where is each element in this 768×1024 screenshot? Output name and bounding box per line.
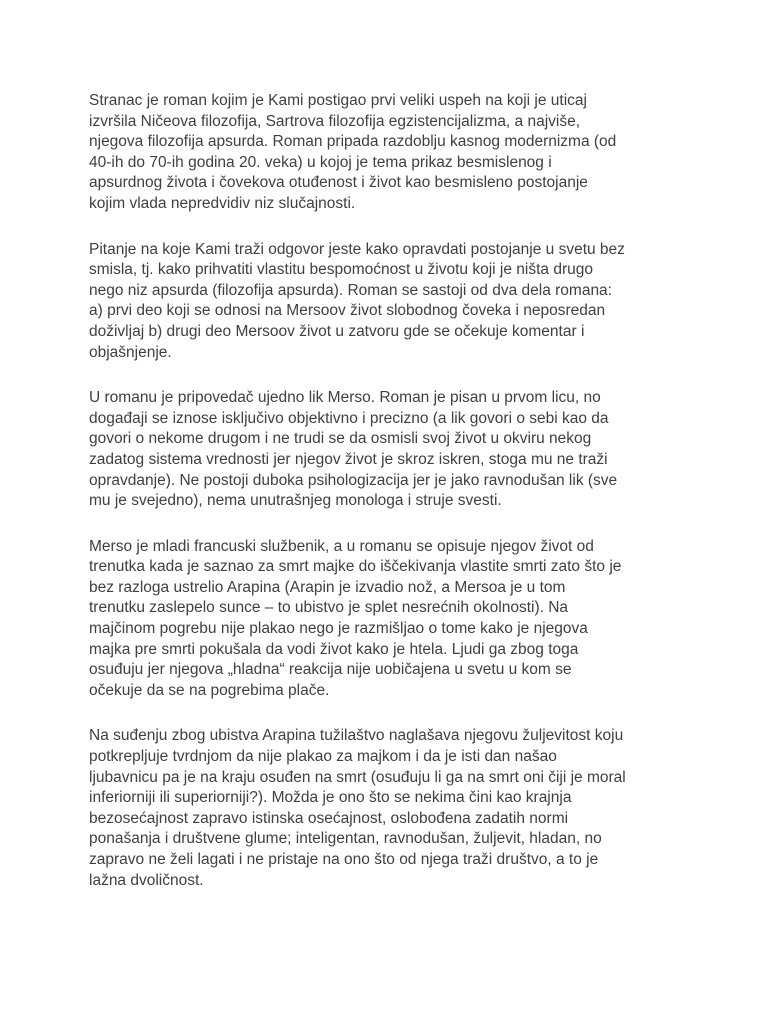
text-line: ponašanja i društvene glume; inteligentan, ravnodušan, žuljevit, hladan, no <box>89 830 602 848</box>
paragraph-4 <box>89 537 689 702</box>
text-line: njegova filozofija apsurda. Roman pripada razdoblju kasnog modernizma (od <box>89 133 617 151</box>
text-line: osuđuju jer njegova „hladna“ reakcija nije uobičajena u svetu u kom se <box>89 661 572 679</box>
text-line: doživljaj b) drugi deo Mersoov život u zatvoru gde se očekuje komentar i <box>89 322 585 340</box>
text-line: zapravo ne želi lagati i ne pristaje na ono što od njega traži društvo, a to je <box>89 851 599 868</box>
text-line: kojim vlada nepredvidiv niz slučajnosti. <box>89 194 356 212</box>
text-line: Na suđenju zbog ubistva Arapina tužilaštvo naglašava njegovu žuljevitost koju <box>89 727 624 745</box>
text-line: bezosećajnost zapravo istinska osećajnost, oslobođena zadatih normi <box>89 809 569 827</box>
text-line: trenutka kada je saznao za smrt majke do iščekivanja vlastite smrti zato što je <box>89 558 622 576</box>
document-body <box>89 91 689 916</box>
text-line: Pitanje na koje Kami traži odgovor jeste kako opravdati postojanje u svetu bez <box>89 240 625 258</box>
text-line: potkrepljuje tvrdnjom da nije plakao za majkom i da je isti dan našao <box>89 748 557 766</box>
text-line: mu je svejedno), nema unutrašnjeg monologa i struje svesti. <box>89 492 502 510</box>
text-line: inferiorniji ili superiorniji?). Možda je ono što se nekima čini kao krajnja <box>89 789 572 807</box>
text-line: a) prvi deo koji se odnosi na Mersoov život slobodnog čoveka i neposredan <box>89 302 606 320</box>
text-line: bez razloga ustrelio Arapina (Arapin je izvadio nož, a Mersoa je u tom <box>89 578 566 596</box>
text-line: trenutku zaslepelo sunce – to ubistvo je splet nesrećnih okolnosti). Na <box>89 599 569 617</box>
text-line: ljubavnicu pa je na kraju osuđen na smrt (osuđuju li ga na smrt oni čiji je moral <box>89 768 626 786</box>
text-line: očekuje da se na pogrebima plače. <box>89 681 330 699</box>
text-line: majka pre smrti pokušala da vodi život kako je htela. Ljudi ga zbog toga <box>89 640 579 658</box>
paragraph-2 <box>89 240 689 364</box>
paragraph-1 <box>89 91 689 215</box>
text-line: govori o nekome drugom i ne trudi se da osmisli svoj život u okviru nekog <box>89 430 592 448</box>
text-line: smisla, tj. kako prihvatiti vlastitu bespomoćnost u životu koji je ništa drugo <box>89 261 593 279</box>
text-line: U romanu je pripovedač ujedno lik Merso. Roman je pisan u prvom licu, no <box>89 389 601 407</box>
text-line: Stranac je roman kojim je Kami postigao prvi veliki uspeh na koji je uticaj <box>89 92 587 109</box>
text-line: događaji se iznose isključivo objektivno i precizno (a lik govori o sebi kao da <box>89 409 609 427</box>
text-line: majčinom pogrebu nije plakao nego je razmišljao o tome kako je njegova <box>89 620 588 638</box>
text-line: opravdanje). Ne postoji duboka psihologizacija jer je jako ravnodušan lik (sve <box>89 471 618 489</box>
text-line: nego niz apsurda (filozofija apsurda). Roman se sastoji od dva dela romana: <box>89 281 612 299</box>
paragraph-3 <box>89 388 689 512</box>
paragraph-5 <box>89 726 689 891</box>
text-line: 40-ih do 70-ih godina 20. veka) u kojoj je tema prikaz besmislenog i <box>89 153 552 171</box>
text-line: objašnjenje. <box>89 343 172 361</box>
text-line: izvršila Ničeova filozofija, Sartrova filozofija egzistencijalizma, a najviše, <box>89 112 581 130</box>
text-line: Merso je mladi francuski službenik, a u romanu se opisuje njegov život od <box>89 537 594 555</box>
text-line: zadatog sistema vrednosti jer njegov život je skroz iskren, stoga mu ne traži <box>89 450 608 468</box>
text-line: lažna dvoličnost. <box>89 871 204 889</box>
text-line: apsurdnog života i čovekova otuđenost i život kao besmisleno postojanje <box>89 174 588 192</box>
